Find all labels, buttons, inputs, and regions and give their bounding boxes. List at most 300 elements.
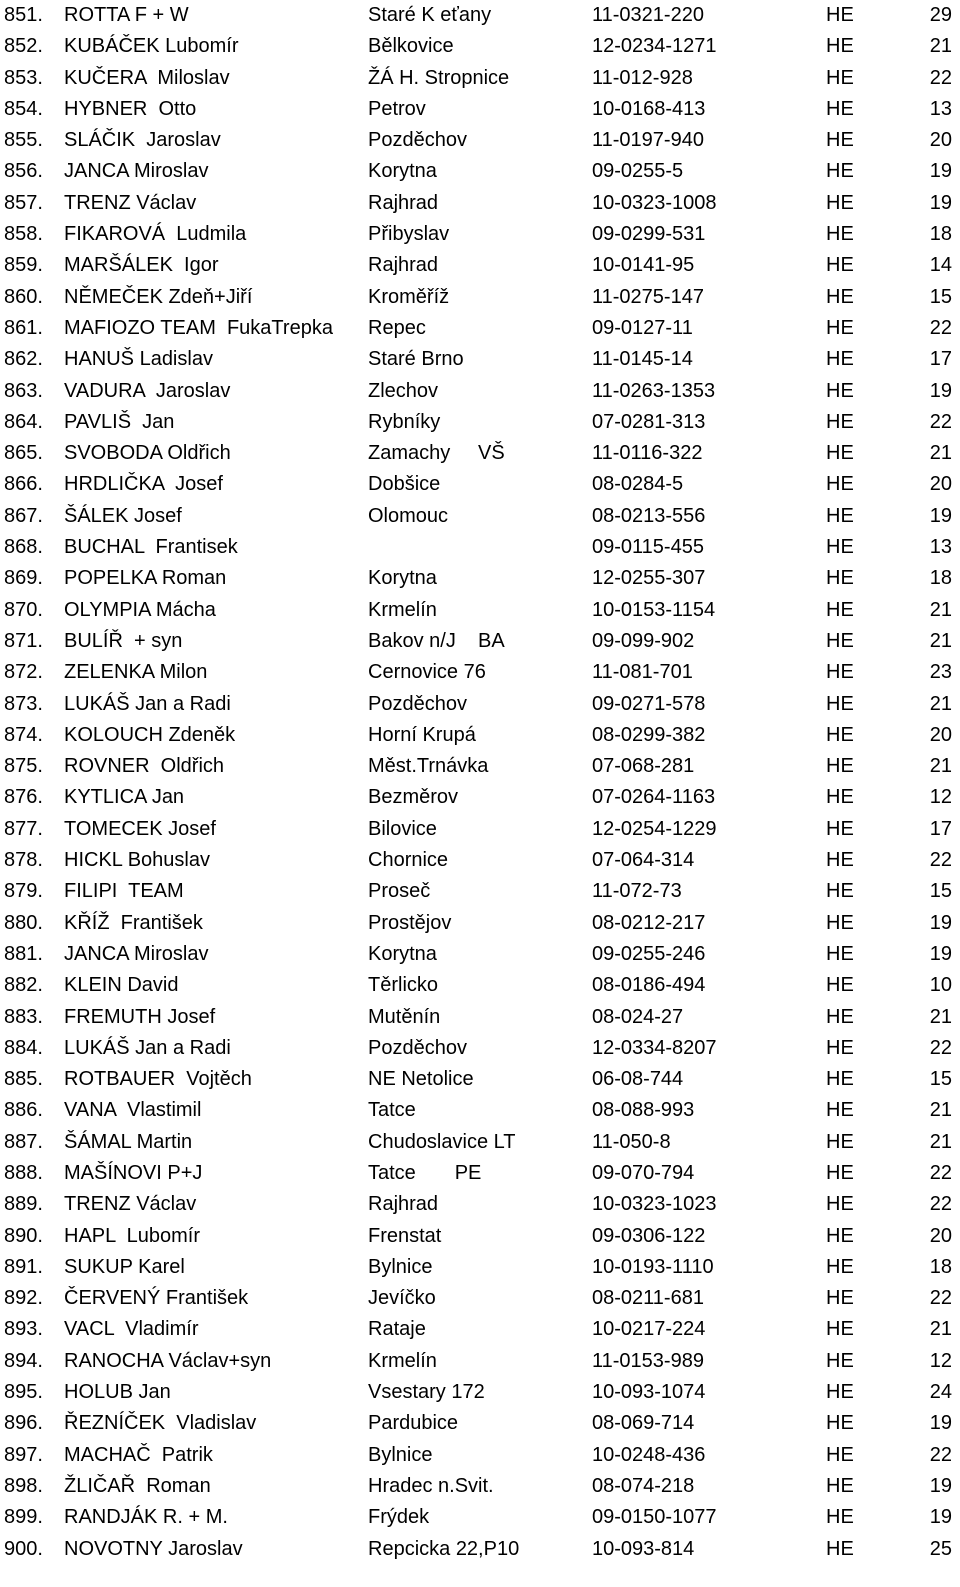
breeder-name: MARŠÁLEK Igor — [64, 254, 219, 277]
location: Rajhrad — [368, 191, 439, 214]
rank-number: 885. — [4, 1068, 43, 1091]
ring-number: 11-0116-322 — [592, 442, 703, 465]
rank-number: 863. — [4, 379, 43, 402]
rank-number: 889. — [4, 1193, 43, 1216]
category: HE — [826, 348, 854, 371]
points: 22 — [929, 410, 952, 433]
breeder-name: ŽLIČAŘ Roman — [64, 1474, 211, 1497]
ring-number: 10-0193-1110 — [592, 1255, 714, 1278]
location: Bezměrov — [368, 786, 459, 809]
location: Korytna — [368, 160, 437, 183]
ring-number: 08-074-218 — [592, 1474, 695, 1497]
rank-number: 866. — [4, 473, 43, 496]
ring-number: 12-0254-1229 — [592, 817, 717, 840]
list-item — [0, 626, 960, 657]
rank-number: 886. — [4, 1099, 43, 1122]
points: 21 — [929, 629, 952, 652]
list-item — [0, 939, 960, 970]
points: 13 — [929, 536, 952, 559]
location: Prostějov — [368, 911, 452, 934]
breeder-name: PAVLIŠ Jan — [64, 410, 175, 433]
points: 22 — [929, 316, 952, 339]
breeder-name: KUČERA Miloslav — [64, 66, 230, 89]
category: HE — [826, 1161, 854, 1184]
rank-number: 895. — [4, 1381, 43, 1404]
location: Krmelín — [368, 1349, 437, 1372]
location: Repec — [368, 316, 426, 339]
breeder-name: TRENZ Václav — [64, 191, 197, 214]
location: Rajhrad — [368, 254, 439, 277]
category: HE — [826, 536, 854, 559]
category: HE — [826, 160, 854, 183]
location: Proseč — [368, 880, 431, 903]
points: 17 — [929, 817, 952, 840]
breeder-name: RANDJÁK R. + M. — [64, 1506, 228, 1529]
list-item — [0, 532, 960, 563]
list-item — [0, 125, 960, 156]
list-item — [0, 1534, 960, 1565]
ring-number: 07-0264-1163 — [592, 786, 716, 809]
rank-number: 871. — [4, 629, 43, 652]
rank-number: 864. — [4, 410, 43, 433]
category: HE — [826, 316, 854, 339]
list-item — [0, 469, 960, 500]
list-item — [0, 782, 960, 813]
category: HE — [826, 974, 854, 997]
ring-number: 09-0271-578 — [592, 692, 706, 715]
location: Rybníky — [368, 410, 441, 433]
breeder-name: KLEIN David — [64, 974, 179, 997]
rank-number: 893. — [4, 1318, 43, 1341]
rank-number: 853. — [4, 66, 43, 89]
ring-number: 08-0284-5 — [592, 473, 684, 496]
rank-number: 867. — [4, 504, 43, 527]
rank-number: 854. — [4, 97, 43, 120]
list-item — [0, 219, 960, 250]
category: HE — [826, 629, 854, 652]
category: HE — [826, 1349, 854, 1372]
ring-number: 11-0197-940 — [592, 129, 704, 152]
points: 10 — [929, 974, 952, 997]
breeder-name: VADURA Jaroslav — [64, 379, 231, 402]
breeder-name: VACL Vladimír — [64, 1318, 199, 1341]
ring-number: 08-0186-494 — [592, 974, 706, 997]
rank-number: 852. — [4, 35, 43, 58]
location: Korytna — [368, 567, 437, 590]
location: Kroměříž — [368, 285, 450, 308]
ring-number: 11-0153-989 — [592, 1349, 704, 1372]
rank-number: 860. — [4, 285, 43, 308]
category: HE — [826, 1255, 854, 1278]
points: 29 — [929, 4, 952, 26]
list-item — [0, 438, 960, 469]
breeder-name: SVOBODA Oldřich — [64, 442, 231, 465]
ring-number: 09-0306-122 — [592, 1224, 706, 1247]
location: Dobšice — [368, 473, 441, 496]
list-item — [0, 407, 960, 438]
rank-number: 859. — [4, 254, 43, 277]
points: 22 — [929, 849, 952, 872]
ring-number: 12-0234-1271 — [592, 35, 717, 58]
category: HE — [826, 817, 854, 840]
ring-number: 08-0213-556 — [592, 504, 706, 527]
rank-number: 856. — [4, 160, 43, 183]
rank-number: 899. — [4, 1506, 43, 1529]
list-item — [0, 908, 960, 939]
location: NE Netolice — [368, 1068, 474, 1091]
location: Mutěnín — [368, 1005, 441, 1028]
rank-number: 900. — [4, 1537, 43, 1560]
list-item — [0, 689, 960, 720]
points: 18 — [929, 1255, 952, 1278]
list-item — [0, 563, 960, 594]
breeder-name: HRDLIČKA Josef — [64, 473, 223, 496]
category: HE — [826, 223, 854, 246]
points: 19 — [929, 1474, 952, 1497]
category: HE — [826, 66, 854, 89]
location: Rajhrad — [368, 1193, 439, 1216]
breeder-name: LUKÁŠ Jan a Radi — [64, 1036, 231, 1059]
location: Frenstat — [368, 1224, 442, 1247]
points: 24 — [929, 1381, 952, 1404]
points: 15 — [929, 285, 952, 308]
ring-number: 09-099-902 — [592, 629, 695, 652]
category: HE — [826, 1130, 854, 1153]
ring-number: 10-0323-1008 — [592, 191, 717, 214]
category: HE — [826, 786, 854, 809]
ring-number: 11-0145-14 — [592, 348, 693, 371]
category: HE — [826, 1193, 854, 1216]
category: HE — [826, 1537, 854, 1560]
category: HE — [826, 1412, 854, 1435]
rank-number: 861. — [4, 316, 43, 339]
points: 19 — [929, 191, 952, 214]
list-item — [0, 1189, 960, 1220]
points: 25 — [929, 1537, 952, 1560]
category: HE — [826, 911, 854, 934]
breeder-name: OLYMPIA Mácha — [64, 598, 216, 621]
category: HE — [826, 1443, 854, 1466]
rank-number: 894. — [4, 1349, 43, 1372]
breeder-name: KOLOUCH Zdeněk — [64, 723, 236, 746]
rank-number: 892. — [4, 1287, 43, 1310]
points: 20 — [929, 129, 952, 152]
category: HE — [826, 849, 854, 872]
category: HE — [826, 254, 854, 277]
breeder-name: MAFIOZO TEAM FukaTrepka — [64, 316, 333, 339]
list-item — [0, 1127, 960, 1158]
breeder-name: MAŠÍNOVI P+J — [64, 1161, 203, 1184]
list-item — [0, 501, 960, 532]
rank-number: 858. — [4, 223, 43, 246]
rank-number: 857. — [4, 191, 43, 214]
breeder-name: ŠÁMAL Martin — [64, 1130, 193, 1153]
rank-number: 865. — [4, 442, 43, 465]
category: HE — [826, 1287, 854, 1310]
location: Chornice — [368, 849, 449, 872]
points: 21 — [929, 1005, 952, 1028]
breeder-name: TRENZ Václav — [64, 1193, 197, 1216]
points: 20 — [929, 1224, 952, 1247]
ring-number: 07-0281-313 — [592, 410, 706, 433]
location: Staré K eťany — [368, 4, 492, 26]
location: Cernovice 76 — [368, 661, 486, 684]
rank-number: 884. — [4, 1036, 43, 1059]
breeder-name: ČERVENÝ František — [64, 1287, 249, 1310]
location: Bělkovice — [368, 35, 454, 58]
list-item — [0, 970, 960, 1001]
location: Olomouc — [368, 504, 449, 527]
points: 22 — [929, 1443, 952, 1466]
category: HE — [826, 1068, 854, 1091]
category: HE — [826, 1005, 854, 1028]
points: 22 — [929, 66, 952, 89]
ring-number: 08-0212-217 — [592, 911, 706, 934]
breeder-name: ŘEZNÍČEK Vladislav — [64, 1412, 257, 1435]
location: Krmelín — [368, 598, 437, 621]
ring-number: 09-0255-246 — [592, 942, 706, 965]
list-item — [0, 313, 960, 344]
list-item — [0, 845, 960, 876]
ring-number: 08-069-714 — [592, 1412, 695, 1435]
ring-number: 09-070-794 — [592, 1161, 695, 1184]
location: Bylnice — [368, 1443, 433, 1466]
breeder-name: FIKAROVÁ Ludmila — [64, 223, 247, 246]
category: HE — [826, 1506, 854, 1529]
list-item — [0, 1471, 960, 1502]
ring-number: 10-0153-1154 — [592, 598, 716, 621]
points: 17 — [929, 348, 952, 371]
points: 21 — [929, 442, 952, 465]
list-item — [0, 1440, 960, 1471]
list-item — [0, 1283, 960, 1314]
category: HE — [826, 723, 854, 746]
ring-number: 06-08-744 — [592, 1068, 684, 1091]
list-item — [0, 876, 960, 907]
rank-number: 878. — [4, 849, 43, 872]
list-item — [0, 1095, 960, 1126]
breeder-name: VANA Vlastimil — [64, 1099, 202, 1122]
ring-number: 10-0141-95 — [592, 254, 695, 277]
points: 19 — [929, 911, 952, 934]
location: Těrlicko — [368, 974, 439, 997]
breeder-name: BULÍŘ + syn — [64, 629, 183, 652]
rank-number: 882. — [4, 974, 43, 997]
category: HE — [826, 661, 854, 684]
category: HE — [826, 755, 854, 778]
category: HE — [826, 379, 854, 402]
breeder-name: BUCHAL Frantisek — [64, 536, 238, 559]
location: Zlechov — [368, 379, 439, 402]
rank-number: 880. — [4, 911, 43, 934]
breeder-name: NOVOTNY Jaroslav — [64, 1537, 243, 1560]
category: HE — [826, 285, 854, 308]
list-item — [0, 1033, 960, 1064]
rank-number: 898. — [4, 1474, 43, 1497]
category: HE — [826, 97, 854, 120]
breeder-name: HOLUB Jan — [64, 1381, 171, 1404]
breeder-name: ROTTA F + W — [64, 4, 189, 26]
breeder-name: HYBNER Otto — [64, 97, 197, 120]
breeder-name: SUKUP Karel — [64, 1255, 185, 1278]
points: 19 — [929, 379, 952, 402]
breeder-name: POPELKA Roman — [64, 567, 227, 590]
rank-number: 851. — [4, 4, 43, 26]
breeder-name: ŠÁLEK Josef — [64, 504, 182, 527]
ring-number: 08-0211-681 — [592, 1287, 704, 1310]
list-item — [0, 1408, 960, 1439]
location: Bylnice — [368, 1255, 433, 1278]
breeder-name: HAPL Lubomír — [64, 1224, 200, 1247]
location: Bakov n/J BA — [368, 629, 505, 652]
category: HE — [826, 442, 854, 465]
ring-number: 11-0275-147 — [592, 285, 704, 308]
ring-number: 08-024-27 — [592, 1005, 684, 1028]
category: HE — [826, 35, 854, 58]
breeder-name: KYTLICA Jan — [64, 786, 185, 809]
rank-number: 881. — [4, 942, 43, 965]
points: 19 — [929, 504, 952, 527]
list-item — [0, 1314, 960, 1345]
location: Chudoslavice LT — [368, 1130, 516, 1153]
location: Pozděchov — [368, 692, 467, 715]
breeder-name: ZELENKA Milon — [64, 661, 208, 684]
location: Rataje — [368, 1318, 426, 1341]
breeder-name: KŘÍŽ František — [64, 911, 203, 934]
location: Petrov — [368, 97, 426, 120]
points: 21 — [929, 1099, 952, 1122]
ring-number: 10-0217-224 — [592, 1318, 706, 1341]
location: Staré Brno — [368, 348, 464, 371]
ring-number: 10-0168-413 — [592, 97, 706, 120]
category: HE — [826, 1381, 854, 1404]
points: 22 — [929, 1287, 952, 1310]
points: 20 — [929, 473, 952, 496]
rank-number: 868. — [4, 536, 43, 559]
rank-number: 875. — [4, 755, 43, 778]
list-item — [0, 0, 960, 31]
list-item — [0, 1221, 960, 1252]
ring-number: 11-081-701 — [592, 661, 693, 684]
breeder-name: FREMUTH Josef — [64, 1005, 216, 1028]
ring-number: 09-0115-455 — [592, 536, 704, 559]
category: HE — [826, 1099, 854, 1122]
breeder-name: KUBÁČEK Lubomír — [64, 35, 239, 58]
location: Tatce PE — [368, 1161, 482, 1184]
points: 19 — [929, 1412, 952, 1435]
points: 19 — [929, 160, 952, 183]
list-item — [0, 751, 960, 782]
points: 23 — [929, 661, 952, 684]
location: Zamachy VŠ — [368, 442, 505, 465]
rank-number: 896. — [4, 1412, 43, 1435]
list-item — [0, 282, 960, 313]
rank-number: 869. — [4, 567, 43, 590]
points: 21 — [929, 598, 952, 621]
location: Tatce — [368, 1099, 416, 1122]
location: Frýdek — [368, 1506, 430, 1529]
ring-number: 11-050-8 — [592, 1130, 671, 1153]
points: 18 — [929, 567, 952, 590]
ring-number: 11-0263-1353 — [592, 379, 716, 402]
list-item — [0, 1002, 960, 1033]
points: 12 — [929, 1349, 952, 1372]
category: HE — [826, 598, 854, 621]
points: 21 — [929, 755, 952, 778]
breeder-name: RANOCHA Václav+syn — [64, 1349, 272, 1372]
ring-number: 08-0299-382 — [592, 723, 706, 746]
category: HE — [826, 191, 854, 214]
rank-number: 897. — [4, 1443, 43, 1466]
ring-number: 09-0127-11 — [592, 316, 693, 339]
list-item — [0, 1252, 960, 1283]
breeder-name: FILIPI TEAM — [64, 880, 184, 903]
breeder-name: NĚMEČEK Zdeň+Jiří — [64, 285, 253, 308]
location: Bilovice — [368, 817, 437, 840]
points: 14 — [929, 254, 952, 277]
points: 20 — [929, 723, 952, 746]
ring-number: 10-093-814 — [592, 1537, 695, 1560]
location: Korytna — [368, 942, 437, 965]
list-item — [0, 1064, 960, 1095]
rank-number: 862. — [4, 348, 43, 371]
rank-number: 873. — [4, 692, 43, 715]
rank-number: 877. — [4, 817, 43, 840]
breeder-name: LUKÁŠ Jan a Radi — [64, 692, 231, 715]
category: HE — [826, 129, 854, 152]
points: 19 — [929, 1506, 952, 1529]
rank-number: 855. — [4, 129, 43, 152]
category: HE — [826, 4, 854, 26]
points: 22 — [929, 1161, 952, 1184]
category: HE — [826, 504, 854, 527]
ring-number: 11-0321-220 — [592, 4, 704, 26]
ring-number: 09-0299-531 — [592, 223, 706, 246]
list-item — [0, 1502, 960, 1533]
breeder-name: SLÁČIK Jaroslav — [64, 129, 221, 152]
points: 15 — [929, 1068, 952, 1091]
ring-number: 07-064-314 — [592, 849, 695, 872]
ring-number: 12-0255-307 — [592, 567, 706, 590]
points: 13 — [929, 97, 952, 120]
rank-number: 888. — [4, 1161, 43, 1184]
breeder-name: JANCA Miroslav — [64, 160, 209, 183]
category: HE — [826, 880, 854, 903]
breeder-name: HICKL Bohuslav — [64, 849, 210, 872]
list-item — [0, 31, 960, 62]
points: 21 — [929, 692, 952, 715]
category: HE — [826, 1036, 854, 1059]
breeder-name: TOMECEK Josef — [64, 817, 216, 840]
list-item — [0, 720, 960, 751]
category: HE — [826, 1318, 854, 1341]
points: 21 — [929, 1130, 952, 1153]
breeder-name: ROTBAUER Vojtěch — [64, 1068, 252, 1091]
location: Přibyslav — [368, 223, 450, 246]
ring-number: 07-068-281 — [592, 755, 695, 778]
location: Repcicka 22,P10 — [368, 1537, 520, 1560]
rank-number: 879. — [4, 880, 43, 903]
ring-number: 12-0334-8207 — [592, 1036, 717, 1059]
list-item — [0, 94, 960, 125]
location: Pardubice — [368, 1412, 459, 1435]
list-item — [0, 1158, 960, 1189]
location: Vsestary 172 — [368, 1381, 485, 1404]
location: ŽÁ H. Stropnice — [368, 66, 510, 89]
points: 21 — [929, 35, 952, 58]
ring-number: 09-0150-1077 — [592, 1506, 717, 1529]
points: 22 — [929, 1193, 952, 1216]
